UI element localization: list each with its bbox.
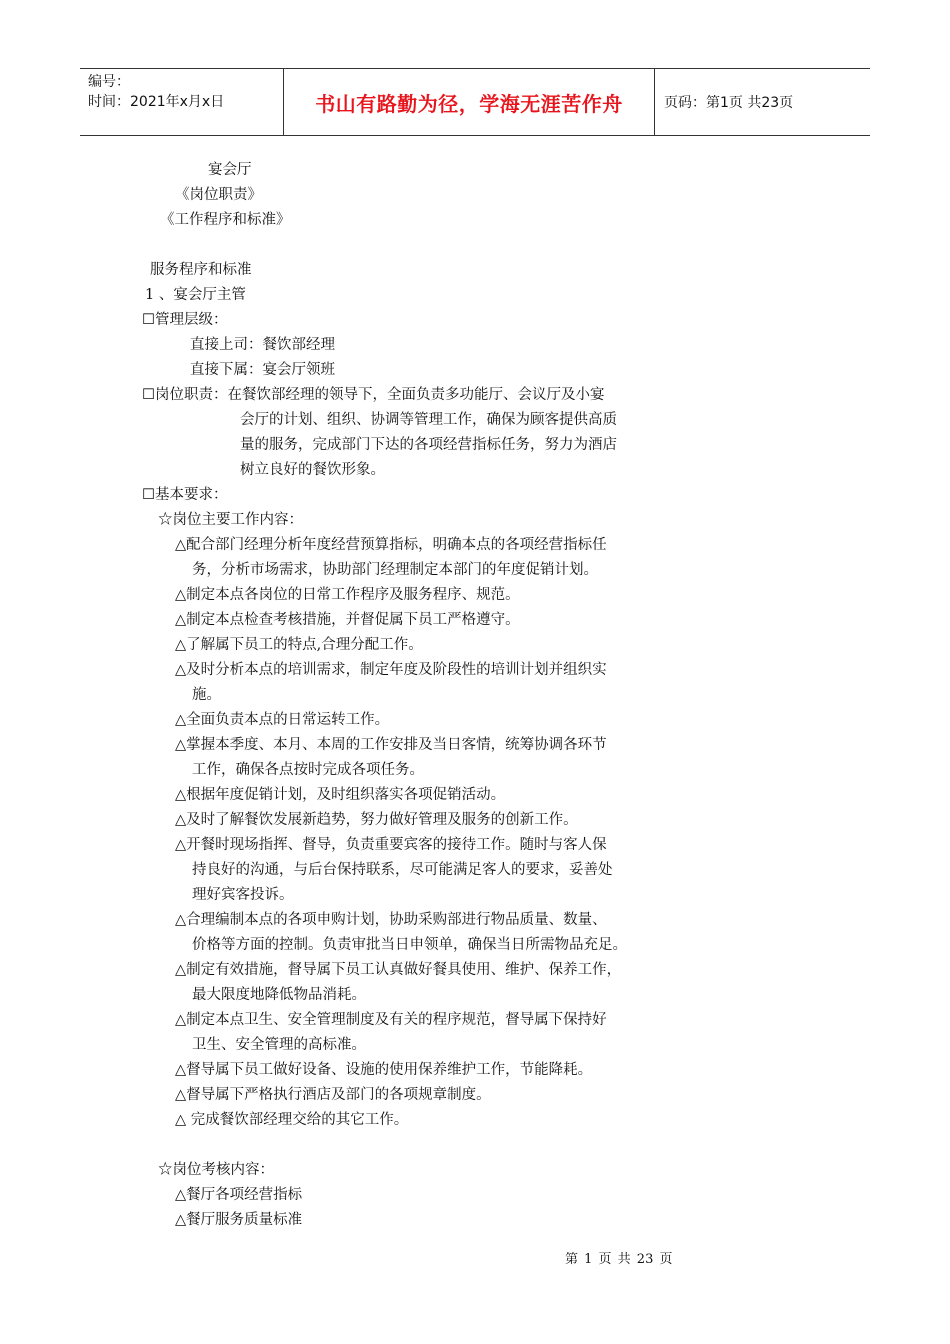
work-item-cont: 最大限度地降低物品消耗。 [192, 987, 366, 1003]
work-item: △督导属下员工做好设备、设施的使用保养维护工作，节能降耗。 [175, 1062, 593, 1078]
work-item: △全面负责本点的日常运转工作。 [175, 712, 390, 728]
work-item: △及时了解餐饮发展新趋势，努力做好管理及服务的创新工作。 [175, 812, 578, 828]
work-item: △了解属下员工的特点,合理分配工作。 [175, 637, 423, 653]
item-heading: 1 、宴会厅主管 [145, 287, 246, 303]
direct-subordinate: 直接下属：宴会厅领班 [190, 362, 335, 378]
work-item: △及时分析本点的培训需求，制定年度及阶段性的培训计划并组织实 [175, 662, 607, 678]
work-item: △制定本点检查考核措施，并督促属下员工严格遵守。 [175, 612, 520, 628]
doc-title: 宴会厅 [208, 162, 252, 178]
main-work-heading: ☆岗位主要工作内容： [158, 512, 303, 528]
work-item: △制定本点卫生、安全管理制度及有关的程序规范，督导属下保持好 [175, 1012, 607, 1028]
duty-line: 树立良好的餐饮形象。 [240, 462, 385, 478]
page-footer: 第 1 页 共 23 页 [565, 1252, 673, 1267]
work-item: △根据年度促销计划，及时组织落实各项促销活动。 [175, 787, 506, 803]
basic-requirements: ☐基本要求： [142, 487, 228, 503]
work-item-cont: 卫生、安全管理的高标准。 [192, 1037, 366, 1053]
work-item: △掌握本季度、本月、本周的工作安排及当日客情，统筹协调各环节 [175, 737, 607, 753]
direct-superior: 直接上司：餐饮部经理 [190, 337, 335, 353]
header-page-info: 页码：第1页 共23页 [664, 95, 794, 111]
work-item: △开餐时现场指挥、督导，负责重要宾客的接待工作。随时与客人保 [175, 837, 607, 853]
duty-line: 量的服务，完成部门下达的各项经营指标任务，努力为酒店 [240, 437, 617, 453]
work-item-cont: 价格等方面的控制。负责审批当日申领单，确保当日所需物品充足。 [192, 937, 627, 953]
assessment-item: △餐厅服务质量标准 [175, 1212, 303, 1228]
mgmt-level: ☐管理层级： [142, 312, 228, 328]
work-item: △ 完成餐饮部经理交给的其它工作。 [175, 1112, 409, 1128]
work-item: △督导属下严格执行酒店及部门的各项规章制度。 [175, 1087, 491, 1103]
work-item: △制定有效措施，督导属下员工认真做好餐具使用、维护、保养工作， [175, 962, 622, 978]
work-item: △配合部门经理分析年度经营预算指标，明确本点的各项经营指标任 [175, 537, 607, 553]
work-item: △合理编制本点的各项申购计划，协助采购部进行物品质量、数量、 [175, 912, 607, 928]
doc-subtitle-duties: 《岗位职责》 [175, 187, 262, 203]
work-item-cont: 理好宾客投诉。 [192, 887, 294, 903]
header-table [80, 68, 870, 136]
work-item: △制定本点各岗位的日常工作程序及服务程序、规范。 [175, 587, 520, 603]
number-label: 编号： [88, 74, 130, 90]
work-item-cont: 工作，确保各点按时完成各项任务。 [192, 762, 424, 778]
work-item-cont: 施。 [192, 687, 221, 703]
header-motto: 书山有路勤为径，学海无涯苦作舟 [283, 69, 655, 135]
header-meta [80, 69, 283, 135]
work-item-cont: 持良好的沟通，与后台保持联系，尽可能满足客人的要求，妥善处 [192, 862, 613, 878]
duty-line: ☐岗位职责：在餐饮部经理的领导下，全面负责多功能厅、会议厅及小宴 [142, 387, 605, 403]
assessment-heading: ☆岗位考核内容： [158, 1162, 274, 1178]
work-item-cont: 务，分析市场需求，协助部门经理制定本部门的年度促销计划。 [192, 562, 598, 578]
doc-subtitle-procedures: 《工作程序和标准》 [160, 212, 291, 228]
time-label: 时间：2021年x月x日 [88, 94, 225, 110]
section-heading: 服务程序和标准 [150, 262, 252, 278]
assessment-item: △餐厅各项经营指标 [175, 1187, 303, 1203]
duty-line: 会厅的计划、组织、协调等管理工作，确保为顾客提供高质 [240, 412, 617, 428]
